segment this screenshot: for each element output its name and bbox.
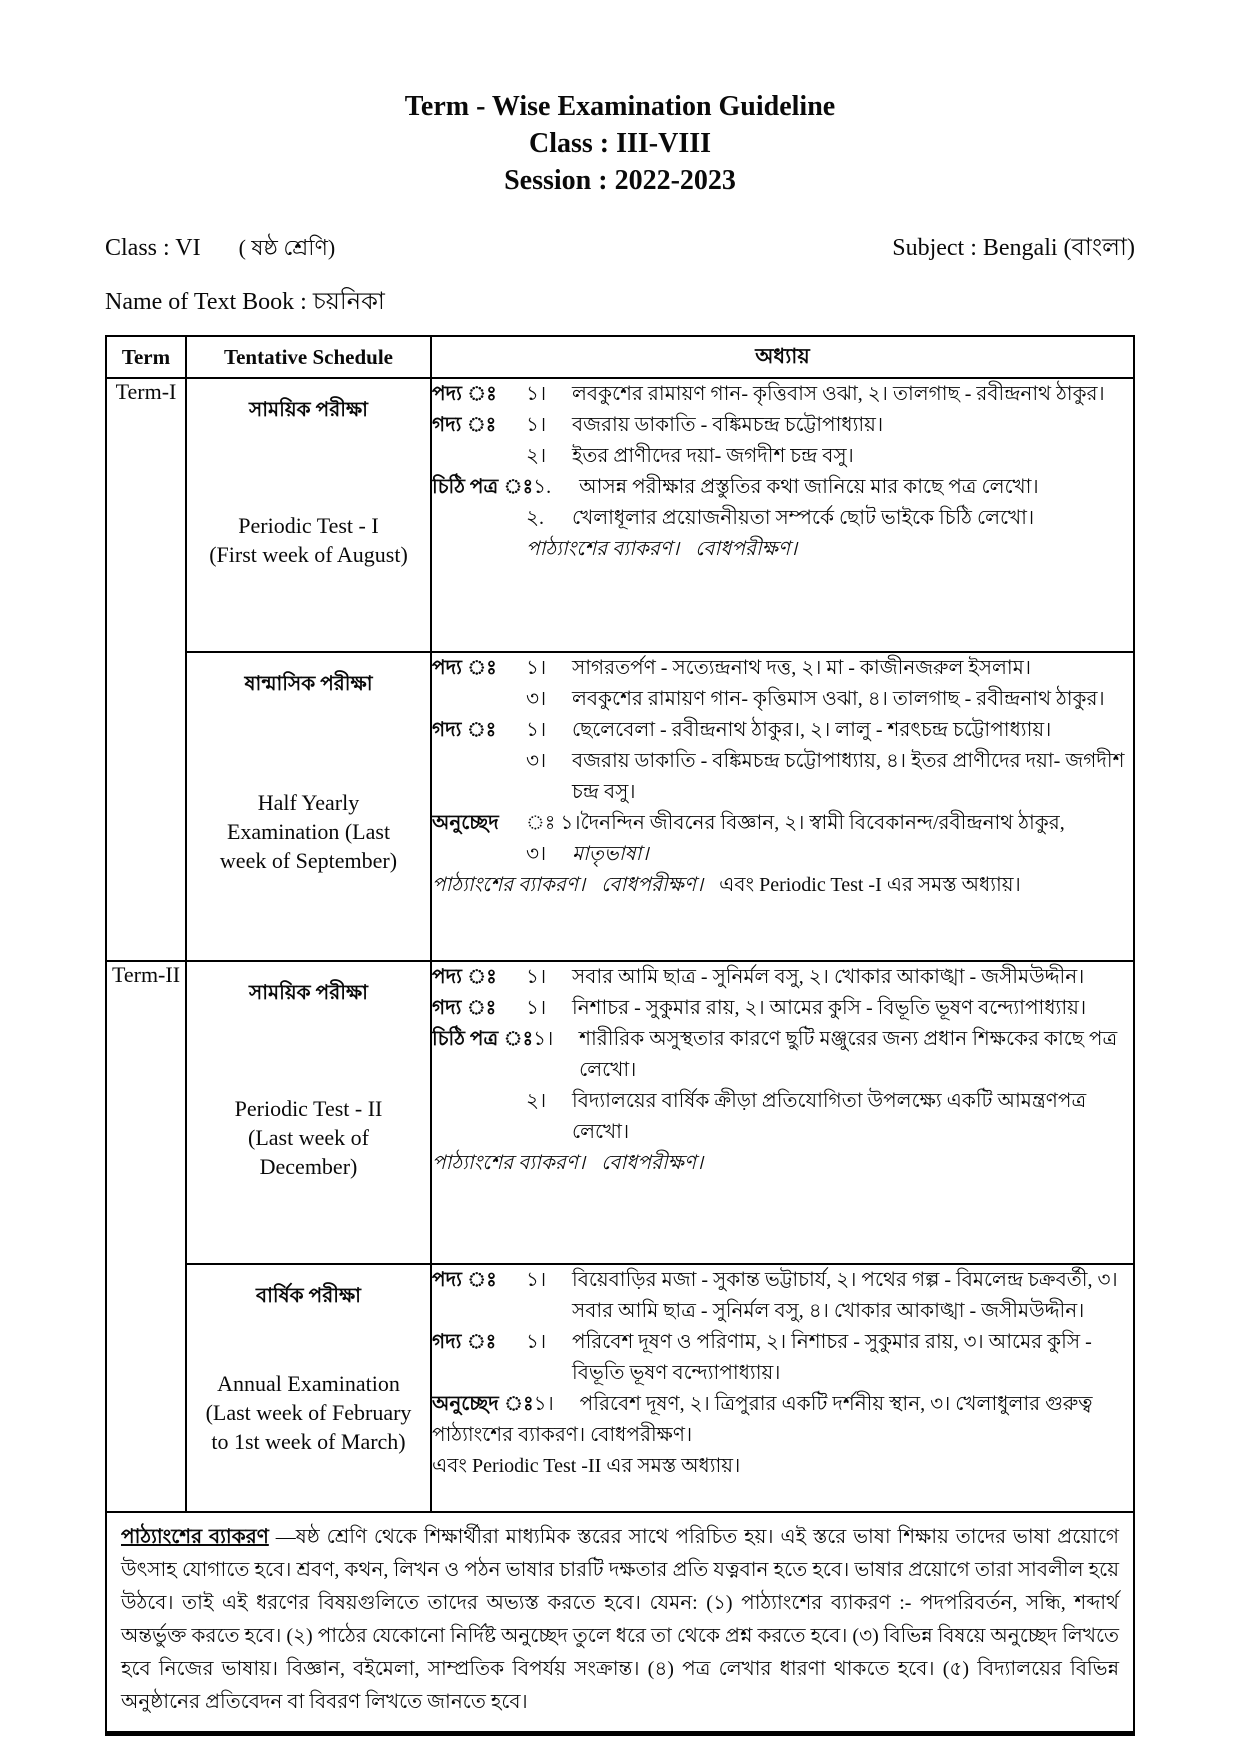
- line-text: [572, 1265, 1133, 1327]
- table-row: [106, 961, 1134, 1264]
- text-segment: বিদ্যালয়ের বার্ষিক ক্রীড়া প্রতিযোগিতা উপলক্ষ্যে একটি আমন্ত্রণপত্র লেখো।: [572, 1090, 1087, 1143]
- schedule-cell-halfyearly: [186, 652, 431, 961]
- text-segment: পাঠ্যাংশের ব্যাকরণ।: [432, 1152, 586, 1174]
- text-segment: ইতর প্রাণীদের দয়া- জগদীশ চন্দ্র বসু।: [572, 445, 854, 467]
- text-segment: ছেলেবেলা - রবীন্দ্রনাথ ঠাকুর।, ২। লালু - শরৎচন্দ্র চট্টোপাধ্যায়।: [572, 719, 1052, 741]
- text-segment: নিশাচর - সুকুমার রায়, ২। আমের কুসি - বিভূতি ভূষণ বন্দ্যোপাধ্যায়।: [572, 997, 1087, 1019]
- schedule-block: [187, 653, 430, 960]
- schedule-title-bengali: সাময়িক পরীক্ষা: [249, 399, 368, 421]
- footnote-body: ষষ্ঠ শ্রেণি থেকে শিক্ষার্থীরা মাধ্যমিক স্তরের সাথে পরিচিত হয়। এই স্তরে ভাষা শিক্ষায় তাদের ভাষা প্রয়োগে উৎসাহ যোগাতে হবে। শ্রবণ, কথন, লিখন ও পঠন ভাষার চারটি দক্ষতার প্রতি যত্নবান হতে হবে। ভাষার প্রয়োগে তারা সাবলীল হয়ে উঠবে। তাই এই ধরণের বিষয়গুলিতে তাদের অভ্যস্ত করতে হবে। যেমন: (১) পাঠ্যাংশের ব্যাকরণ :- পদপরিবর্তন, সন্ধি, শব্দার্থ অন্তর্ভুক্ত করতে হবে। (২) পাঠের যেকোনো নির্দিষ্ট অনুচ্ছেদ তুলে ধরে তা থেকে প্রশ্ন করতে হবে। (৩) বিভিন্ন বিষয়ে অনুচ্ছেদ লিখতে হবে নিজের ভাষায়। বিজ্ঞান, বইমেলা, সাম্প্রতিক বিপর্যয় সংক্রান্ত। (৪) পত্র লেখার ধারণা থাকতে হবে। (৫) বিদ্যালয়ের বিভিন্ন অনুষ্ঠানের প্রতিবেদন বা বিবরণ লিখতে জানতে হবে।: [121, 1526, 1120, 1713]
- table-row: [106, 378, 1134, 652]
- line-text: [432, 1148, 1133, 1179]
- line-number: ৩।: [526, 843, 547, 865]
- line-number: ১।: [526, 1331, 547, 1353]
- text-segment: লবকুশের রামায়ণ গান- কৃত্তিবাস ওঝা, ২। তালগাছ - রবীন্দ্রনাথ ঠাকুর।: [572, 383, 1105, 405]
- class-label-bengali: ( ষষ্ঠ শ্রেণি): [238, 235, 336, 260]
- schedule-exam-name: Half Yearly Examination (Last week of September): [219, 789, 398, 873]
- line-text: [432, 1420, 1133, 1451]
- schedule-cell-periodic2: [186, 961, 431, 1264]
- line-label: গদ্য ঃ: [432, 997, 497, 1019]
- line-label: চিঠি পত্র ঃ: [432, 476, 534, 498]
- line-text: [432, 1451, 1133, 1482]
- chapter-item-line: [432, 962, 1133, 993]
- line-label: গদ্য ঃ: [432, 414, 497, 436]
- subject-label: Subject : Bengali (বাংলা): [892, 235, 1135, 261]
- text-segment: সাগরতর্পণ - সত্যেন্দ্রনাথ দত্ত, ২। মা - কাজীনজরুল ইসলাম।: [572, 657, 1031, 679]
- schedule-title-bengali: ষান্মাসিক পরীক্ষা: [244, 673, 373, 695]
- line-label: গদ্য ঃ: [432, 1331, 497, 1353]
- line-number: ১।: [526, 1269, 547, 1291]
- textbook-line: Name of Text Book : চয়নিকা: [105, 289, 385, 315]
- table-header-row: [106, 336, 1134, 378]
- table-row: [106, 1264, 1134, 1512]
- chapter-note-line: [432, 534, 1133, 565]
- schedule-english: [187, 511, 430, 569]
- schedule-exam-date: (Last week of December): [248, 1124, 369, 1179]
- line-number: ৩।: [526, 750, 547, 772]
- text-segment: বোধপরীক্ষণ।: [601, 874, 704, 896]
- line-number: ঃ ১।: [526, 812, 581, 834]
- chapter-item-line: [432, 653, 1133, 684]
- chapter-item-line: [432, 410, 1133, 441]
- chapter-item-line: [432, 379, 1133, 410]
- class-label: Class : VI: [105, 235, 201, 261]
- chapter-item-line: [432, 1389, 1133, 1420]
- line-number: ১।: [533, 1393, 554, 1415]
- term-cell-term1: Term-I: [106, 378, 186, 961]
- line-text: [581, 808, 1133, 839]
- text-segment: বিয়েবাড়ির মজা - সুকান্ত ভট্টাচার্য, ২। পথের গল্প - বিমলেন্দ্র চক্রবর্তী, ৩। সবার আমি ছাত্র - সুনির্মল বসু, ৪। খোকার আকাঙ্খা - জসীমউদ্দীন।: [572, 1269, 1118, 1322]
- exam-guideline-table: [105, 335, 1135, 1513]
- text-segment: পাঠ্যাংশের ব্যাকরণ। বোধপরীক্ষণ।: [432, 1424, 693, 1446]
- line-label: পদ্য ঃ: [432, 657, 497, 679]
- line-number: ১.: [533, 476, 552, 498]
- chapter-cell-periodic2: [431, 961, 1134, 1264]
- schedule-exam-date: (First week of August): [209, 541, 408, 567]
- session-line: Session : 2022-2023: [504, 165, 736, 196]
- line-text: [572, 379, 1133, 410]
- text-segment: বোধপরীক্ষণ।: [601, 1152, 704, 1174]
- line-number: ১।: [526, 719, 547, 741]
- text-segment: বোধপরীক্ষণ।: [695, 538, 798, 560]
- grammar-footnote-box: [105, 1513, 1135, 1736]
- term-cell-term2: Term-II: [106, 961, 186, 1512]
- line-label: পদ্য ঃ: [432, 383, 497, 405]
- line-number: ২।: [526, 1090, 547, 1112]
- line-text: [572, 715, 1133, 746]
- chapter-cell-annual: [431, 1264, 1134, 1512]
- line-number: ১।: [526, 997, 547, 1019]
- document-page: [105, 0, 1135, 1736]
- text-segment: এবং Periodic Test -I এর সমস্ত অধ্যায়।: [719, 874, 1021, 896]
- chapter-item-line: [432, 1327, 1133, 1389]
- schedule-exam-name: Periodic Test - I: [238, 512, 379, 538]
- text-segment: দৈনন্দিন জীবনের বিজ্ঞান, ২। স্বামী বিবেকানন্দ/রবীন্দ্রনাথ ঠাকুর,: [580, 812, 1065, 834]
- schedule-cell-periodic1: [186, 378, 431, 652]
- chapter-item-line: [432, 684, 1133, 715]
- text-segment: লবকুশের রামায়ণ গান- কৃত্তিমাস ওঝা, ৪। তালগাছ - রবীন্দ্রনাথ ঠাকুর।: [572, 688, 1105, 710]
- schedule-exam-name: Periodic Test - II: [234, 1095, 383, 1121]
- line-text: [579, 472, 1133, 503]
- table-row: [106, 652, 1134, 961]
- line-number: ৩।: [526, 688, 547, 710]
- line-text: [572, 410, 1133, 441]
- line-number: ২।: [526, 445, 547, 467]
- line-label: চিঠি পত্র ঃ: [432, 1028, 534, 1050]
- chapter-item-line: [432, 839, 1133, 870]
- text-segment: মাতৃভাষা।: [572, 843, 649, 865]
- schedule-block: [187, 1265, 430, 1511]
- class-range-line: Class : III-VIII: [528, 128, 712, 159]
- line-label: গদ্য ঃ: [432, 719, 497, 741]
- chapter-item-line: [432, 746, 1133, 808]
- line-label: অনুচ্ছেদ ঃ: [432, 1393, 534, 1415]
- text-segment: বজরায় ডাকাতি - বঙ্কিমচন্দ্র চট্টোপাধ্যায়, ৪। ইতর প্রাণীদের দয়া- জগদীশ চন্দ্র বসু।: [572, 750, 1125, 803]
- chapter-item-line: [432, 993, 1133, 1024]
- chapter-item-line: [432, 1086, 1133, 1148]
- chapter-note-line: [432, 870, 1133, 901]
- chapter-note-line: [432, 1420, 1133, 1451]
- text-segment: খেলাধূলার প্রয়োজনীয়তা সম্পর্কে ছোট ভাইকে চিঠি লেখো।: [572, 507, 1035, 529]
- text-segment: পাঠ্যাংশের ব্যাকরণ।: [526, 538, 680, 560]
- line-number: ১।: [526, 414, 547, 436]
- chapter-item-line: [432, 1024, 1133, 1086]
- footnote-lead: পাঠ্যাংশের ব্যাকরণ: [121, 1526, 269, 1548]
- schedule-block: [187, 962, 430, 1263]
- text-segment: পাঠ্যাংশের ব্যাকরণ।: [432, 874, 586, 896]
- chapter-note-line: [432, 1451, 1133, 1482]
- line-number: ১।: [526, 657, 547, 679]
- schedule-block: [187, 379, 430, 651]
- chapter-note-line: [432, 1148, 1133, 1179]
- line-label: অনুচ্ছেদ: [432, 812, 499, 834]
- line-number: ২.: [526, 507, 545, 529]
- text-segment: পরিবেশ দূষণ, ২। ত্রিপুরার একটি দর্শনীয় স্থান, ৩। খেলাধুলার গুরুত্ব: [579, 1393, 1093, 1415]
- chapter-item-line: [432, 808, 1133, 839]
- chapter-item-line: [432, 715, 1133, 746]
- schedule-english: [187, 1369, 430, 1456]
- line-text: [572, 962, 1133, 993]
- column-header-chapter: অধ্যায়: [431, 336, 1134, 378]
- line-number: ১।: [533, 1028, 554, 1050]
- line-text: [572, 746, 1133, 808]
- chapter-item-line: [432, 1265, 1133, 1327]
- line-text: [432, 870, 1133, 901]
- line-text: [579, 1024, 1133, 1086]
- line-label: পদ্য ঃ: [432, 966, 497, 988]
- line-text: [572, 684, 1133, 715]
- line-text: [572, 1327, 1133, 1389]
- text-segment: পরিবেশ দূষণ ও পরিণাম, ২। নিশাচর - সুকুমার রায়, ৩। আমের কুসি - বিভূতি ভূষণ বন্দ্যোপাধ্যায়।: [572, 1331, 1092, 1384]
- title-block: [105, 88, 1135, 199]
- line-number: ১।: [526, 383, 547, 405]
- class-subject-row: [105, 229, 1135, 269]
- text-segment: সবার আমি ছাত্র - সুনির্মল বসু, ২। খোকার আকাঙ্খা - জসীমউদ্দীন।: [572, 966, 1085, 988]
- chapter-item-line: [432, 503, 1133, 534]
- text-segment: বজরায় ডাকাতি - বঙ্কিমচন্দ্র চট্টোপাধ্যায়।: [572, 414, 884, 436]
- line-text: [580, 1389, 1133, 1420]
- line-text: [572, 653, 1133, 684]
- line-text: [572, 839, 1133, 870]
- chapter-item-line: [432, 472, 1133, 503]
- column-header-term: Term: [106, 336, 186, 378]
- schedule-title-bengali: বার্ষিক পরীক্ষা: [256, 1285, 361, 1307]
- page-title: Term - Wise Examination Guideline: [404, 91, 836, 122]
- text-segment: আসন্ন পরীক্ষার প্রস্তুতির কথা জানিয়ে মার কাছে পত্র লেখো।: [579, 476, 1039, 498]
- line-number: ১।: [526, 966, 547, 988]
- text-segment: শারীরিক অসুস্থতার কারণে ছুটি মঞ্জুরের জন্য প্রধান শিক্ষকের কাছে পত্র লেখো।: [579, 1028, 1118, 1081]
- schedule-english: [187, 1094, 430, 1181]
- schedule-cell-annual: [186, 1264, 431, 1512]
- schedule-exam-name: Annual Examination (Last week of February to 1st week of March): [205, 1371, 412, 1454]
- line-label: পদ্য ঃ: [432, 1269, 497, 1291]
- line-text: [572, 1086, 1133, 1148]
- line-text: [572, 993, 1133, 1024]
- chapter-cell-halfyearly: [431, 652, 1134, 961]
- line-text: [572, 503, 1133, 534]
- chapter-item-line: [432, 441, 1133, 472]
- text-segment: এবং Periodic Test -II এর সমস্ত অধ্যায়।: [432, 1455, 741, 1477]
- footnote-dash: —: [275, 1526, 296, 1548]
- column-header-schedule: Tentative Schedule: [186, 336, 431, 378]
- schedule-english: [187, 788, 430, 875]
- chapter-cell-periodic1: [431, 378, 1134, 652]
- schedule-title-bengali: সাময়িক পরীক্ষা: [249, 982, 368, 1004]
- line-text: [572, 441, 1133, 472]
- class-group: [105, 231, 335, 268]
- line-text: [526, 534, 1133, 565]
